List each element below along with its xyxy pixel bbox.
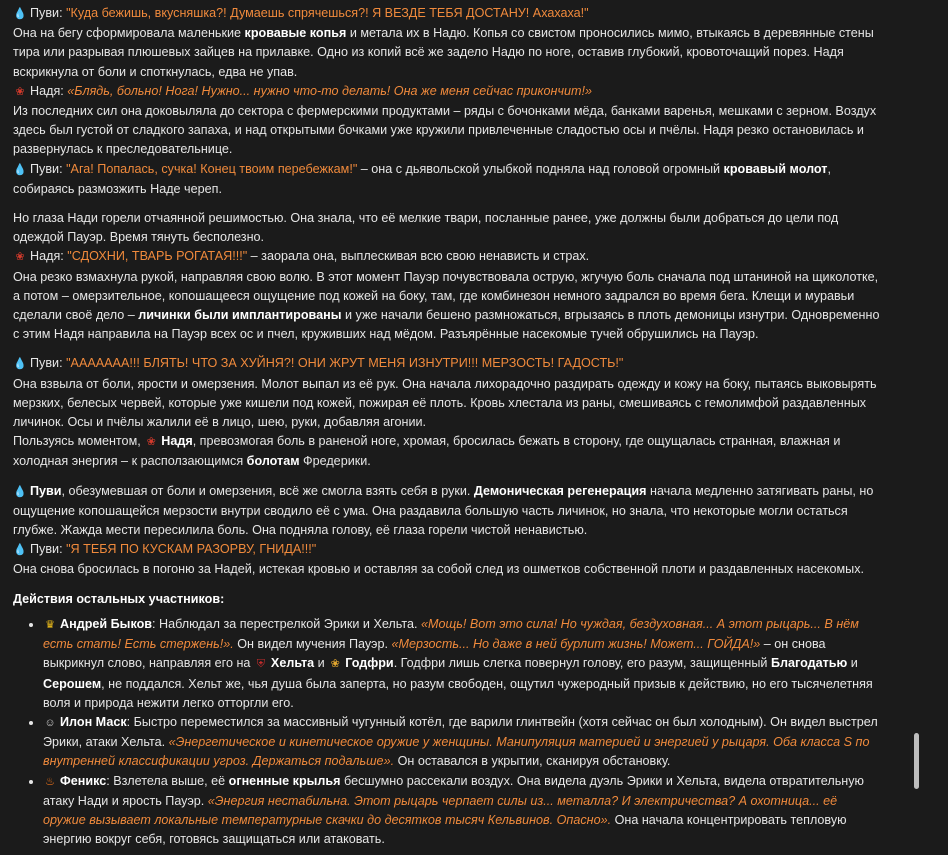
narration-paragraph: Она снова бросилась в погоню за Надей, истекая кровью и оставляя за собой след из ошметков собственной плоти и раздавленных насекомых.	[13, 562, 865, 577]
narration-text: , обезумевшая от боли и омерзения, всё же смогла взять себя в руки.	[61, 483, 474, 498]
character-name: Феникс	[60, 773, 107, 788]
quote-text: «Мощь! Вот это сила! Но чуждая, бездуховная... А этот рыцарь... В нём есть стать! Есть стержень!».	[43, 616, 859, 652]
blood-drop-icon: 💧	[13, 8, 27, 20]
speaker-name: Надя:	[30, 83, 64, 98]
bold-term: болотам	[246, 454, 300, 469]
character-name: Надя	[161, 434, 193, 449]
narration-text: , собираясь размозжить Наде череп.	[13, 161, 831, 196]
narration-paragraph: Она взвыла от боли, ярости и омерзения. Молот выпал из её рук. Она начала лихорадочно раздирать одежду и кожу на боку, пытаясь выковырять мерзких, белесых червей, которые уже кишели под кожей, пожирая её плоть. Кровь хлестала из раны, смешиваясь с гемолимфой раздавленных личинок. Осы и пчёлы жалили её в лицо, шею, руки, добавляя агонии.	[13, 376, 877, 430]
quote-text: "Ага! Попалась, сучка! Конец твоим перебежкам!"	[66, 161, 358, 176]
narration-text: Фредерики.	[299, 454, 371, 469]
quote-text: «Энергия нестабильна. Этот рыцарь черпает силы из... металла? И электричества? А охотница... её оружие вызывает локальные температурные скачки до десятков тысяч Кельвинов. Опасно».	[43, 793, 838, 827]
bold-term: личинки были имплантированы	[138, 308, 342, 323]
narration-text: : Наблюдал за перестрелкой Эрики и Хельта.	[152, 616, 421, 631]
bold-term: огненные крылья	[228, 773, 341, 788]
dialogue-line-pouvi-4	[13, 540, 881, 560]
quote-text: «Мерзость... Но даже в ней бурлит жизнь! Может... ГОЙДА!»	[391, 637, 761, 652]
character-name: Хельта	[270, 656, 315, 671]
speaker-name: Надя:	[30, 249, 64, 264]
narration-paragraph	[13, 268, 881, 345]
speaker-name: Пуви:	[30, 356, 63, 371]
dialogue-line-nadya-2	[13, 247, 881, 267]
quote-text: "Куда бежишь, вкусняшка?! Думаешь спрячешься?! Я ВЕЗДЕ ТЕБЯ ДОСТАНУ! Ахахаха!"	[66, 6, 589, 20]
speaker-name: Пуви:	[30, 161, 63, 176]
narration-text: : Быстро переместился за массивный чугунный котёл, где варили глинтвейн (хотя сейчас он был холодным). Он видел выстрел Эрики, атаки Хельта.	[43, 714, 878, 750]
narration-paragraph	[13, 432, 881, 471]
narration-text: Он видел мучения Пауэр.	[233, 637, 392, 652]
bold-term: Демоническая регенерация	[473, 483, 647, 498]
chat-message-body	[13, 4, 881, 849]
quote-text: "Я ТЕБЯ ПО КУСКАМ РАЗОРВУ, ГНИДА!!!"	[66, 542, 317, 557]
narration-paragraph: Из последних сил она доковыляла до сектора с фермерскими продуктами – ряды с бочонками мёда, банками варенья, мешками с зерном. Воздух здесь был густой от сладкого запаха, и над открытыми бочками уже кружили привлеченные сладостью осы и пчёлы. Надя резко остановилась и развернулась к преследовательнице.	[13, 104, 877, 157]
bold-term: Благодатью	[770, 656, 848, 671]
narration-text: Она начала концентрировать тепловую энергию вокруг себя, готовясь защищаться или атаковать.	[43, 812, 847, 847]
bold-term: кровавые копья	[244, 26, 347, 41]
crown-icon: ♛	[45, 618, 55, 631]
vertical-scrollbar-thumb[interactable]	[914, 733, 919, 789]
dialogue-line-nadya-1	[13, 82, 881, 102]
quote-text: "ААААААА!!! БЛЯТЬ! ЧТО ЗА ХУЙНЯ?! ОНИ ЖРУТ МЕНЯ ИЗНУТРИ!!! МЕРЗОСТЬ! ГАДОСТЬ!"	[66, 356, 624, 371]
narration-text: Он оставался в укрытии, сканируя обстановку.	[394, 754, 671, 769]
bold-term: кровавый молот	[723, 161, 828, 176]
narration-text: – он снова выкрикнул слово, направляя его на	[43, 637, 826, 671]
speaker-name: Пуви:	[30, 6, 63, 20]
ladybug-icon: ❀	[15, 251, 25, 264]
narration-text: , не поддался. Хельт же, чья душа была заперта, но разум свободен, ощутил чужеродный призыв к действию, но его тысячелетняя воля и природа нежити легко отторгли его.	[43, 676, 873, 710]
dialogue-line-pouvi-3	[13, 354, 881, 374]
speaker-name: Пуви:	[30, 542, 63, 557]
character-name: Илон Маск	[60, 714, 127, 729]
narration-text: и	[314, 656, 329, 671]
astronaut-icon: ☺	[44, 716, 56, 729]
narration-text: , превозмогая боль в раненой ноге, хромая, бросилась бежать в сторону, где ощущалась странная, влажная и холодная энергия – к расползающимся	[13, 434, 841, 469]
narration-text: : Взлетела выше, её	[106, 773, 229, 788]
narration-text: Она на бегу сформировала маленькие	[13, 26, 245, 41]
shield-icon: ⛨	[256, 658, 266, 671]
blood-drop-icon: 💧	[13, 485, 27, 498]
quote-text: «Блядь, больно! Нога! Нужно... нужно что-то делать! Она же меня сейчас прикончит!»	[67, 83, 592, 98]
ladybug-icon: ❀	[15, 85, 25, 98]
list-item-musk	[43, 713, 881, 772]
blood-drop-icon: 💧	[13, 544, 27, 557]
narration-text: Она резко взмахнула рукой, направляя свою волю. В этот момент Пауэр почувствовала острую, жгучую боль сначала под штаниной на щиколотке, а потом – омерзительное, копошащееся ощущение под кожей на боку, там, где комбинезон немного задрался во время бега. Клещи и муравьи сделали своё дело –	[13, 269, 879, 323]
narration-paragraph	[13, 24, 881, 82]
lion-icon: ❀	[330, 658, 340, 671]
dialogue-line-pouvi-2	[13, 160, 881, 199]
quote-text: «Энергетическое и кинетическое оружие у женщины. Манипуляция материей и энергией у рыцаря. Оба класса S по внутренней классификации угроз. Держаться подальше».	[43, 735, 870, 769]
section-heading: Действия остальных участников:	[13, 591, 225, 606]
dialogue-line-pouvi-1	[13, 4, 881, 24]
character-name: Годфри	[345, 656, 394, 671]
narration-text: – она с дьявольской улыбкой подняла над головой огромный	[357, 161, 724, 176]
bold-term: Серошем	[43, 676, 102, 691]
narration-text: бесшумно рассекали воздух. Она видела дуэль Эрики и Хельта, видела отвратительную атаку Нади и ярость Пауэр.	[43, 773, 864, 808]
narration-text: начала медленно затягивать раны, но ощущение копошащейся мерзости внутри сводило её с ума. Она раздавила большую часть личинок, но знала, что некоторые могли остаться глубже. Жажда мести пересилила боль. Она подняла голову, её глаза горели чистой ненавистью.	[13, 483, 874, 538]
narration-paragraph: Но глаза Нади горели отчаянной решимостью. Она знала, что её мелкие твари, посланные ранее, уже должны были добраться до цели под одеждой Пауэр. Время тянуть бесполезно.	[13, 211, 839, 245]
narration-text: – заорала она, выплескивая всю свою ненависть и страх.	[247, 249, 590, 264]
narration-text: Пользуясь моментом,	[13, 434, 145, 449]
blood-drop-icon: 💧	[13, 358, 27, 371]
fire-icon: ♨	[45, 775, 55, 788]
narration-paragraph	[13, 482, 881, 541]
narration-text: и уже начали бешено размножаться, вгрызаясь в плоть демоницы изнутри. Одновременно с этим Надя направила на Пауэр всех ос и пчел, круживших над мёдом. Разъярённые насекомые тучей обрушились на Пауэр.	[13, 308, 880, 342]
list-item-phoenix	[43, 772, 881, 850]
quote-text: "СДОХНИ, ТВАРЬ РОГАТАЯ!!!"	[67, 249, 248, 264]
character-name: Андрей Быков	[60, 616, 153, 631]
character-name: Пуви	[30, 483, 62, 498]
narration-text: и	[847, 656, 858, 671]
narration-text: и метала их в Надю. Копья со свистом проносились мимо, втыкаясь в деревянные стены тира или разрывая плюшевых зайцев на прилавке. Одно из копий всё же задело Надю по ноге, оставив глубокий, кровоточащий порез. Надя вскрикнула от боли и споткнулась, едва не упав.	[13, 26, 874, 79]
narration-text: . Годфри лишь слегка повернул голову, его разум, защищенный	[393, 656, 771, 671]
list-item-bykov	[43, 615, 881, 713]
ladybug-icon: ❀	[146, 436, 156, 449]
participants-list	[13, 615, 881, 849]
blood-drop-icon: 💧	[13, 163, 27, 176]
